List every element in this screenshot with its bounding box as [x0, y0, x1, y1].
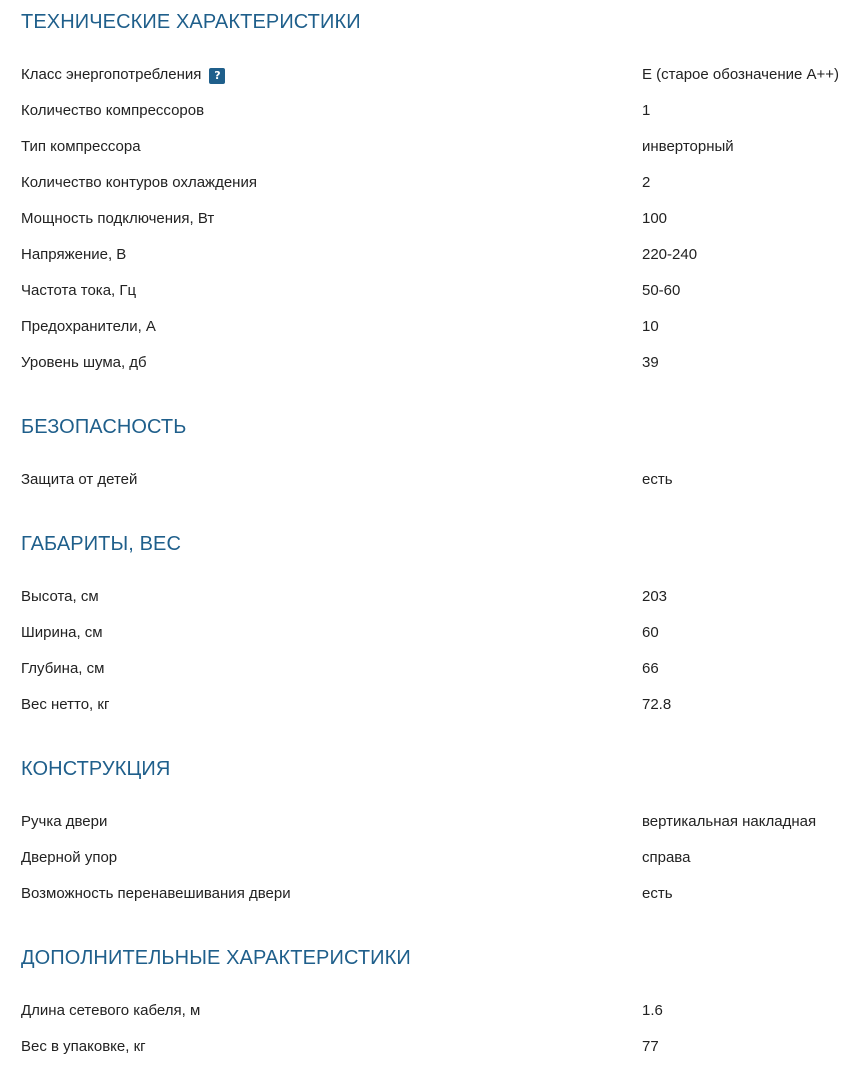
spec-row [21, 996, 853, 1020]
spec-name: Глубина, см [21, 660, 110, 678]
spec-value: 10 [642, 318, 659, 335]
spec-row [21, 1032, 853, 1056]
spec-name: Уровень шума, дб [21, 354, 153, 372]
spec-value: 39 [642, 354, 659, 371]
spec-name: Напряжение, В [21, 246, 132, 264]
spec-row [21, 276, 853, 300]
spec-name: Класс энергопотребления [21, 66, 202, 83]
spec-value: 2 [642, 174, 651, 191]
spec-value: вертикальная накладная [642, 813, 817, 830]
spec-name: Предохранители, А [21, 318, 162, 336]
spec-row [21, 654, 853, 678]
spec-value: 1.6 [642, 1002, 663, 1019]
spec-row [21, 879, 853, 903]
spec-row [21, 132, 853, 156]
spec-value: есть [642, 471, 673, 488]
spec-row [21, 312, 853, 336]
spec-row [21, 204, 853, 228]
section-title-safety: БЕЗОПАСНОСТЬ [21, 416, 187, 438]
spec-value: 50-60 [642, 282, 681, 299]
spec-value: справа [642, 849, 691, 866]
spec-row [21, 168, 853, 192]
spec-row [21, 843, 853, 867]
spec-value: 1 [642, 102, 651, 119]
spec-row [21, 60, 853, 84]
spec-row [21, 96, 853, 120]
section-title-additional: ДОПОЛНИТЕЛЬНЫЕ ХАРАКТЕРИСТИКИ [21, 947, 411, 969]
spec-value: 66 [642, 660, 659, 677]
spec-value: инверторный [642, 138, 734, 155]
spec-value: 203 [642, 588, 668, 605]
spec-name: Ширина, см [21, 624, 109, 642]
spec-row [21, 618, 853, 642]
spec-value: 100 [642, 210, 668, 227]
spec-name: Мощность подключения, Вт [21, 210, 220, 228]
spec-name: Тип компрессора [21, 138, 147, 156]
spec-row [21, 690, 853, 714]
spec-value: E (старое обозначение A++) [642, 66, 840, 83]
spec-name: Частота тока, Гц [21, 282, 142, 300]
spec-row [21, 807, 853, 831]
spec-row [21, 348, 853, 372]
spec-name: Длина сетевого кабеля, м [21, 1002, 206, 1020]
spec-name: Защита от детей [21, 471, 143, 489]
spec-value: 60 [642, 624, 659, 641]
spec-row [21, 465, 853, 489]
spec-value: есть [642, 885, 673, 902]
spec-value: 220-240 [642, 246, 698, 263]
section-title-construction: КОНСТРУКЦИЯ [21, 758, 171, 780]
spec-name: Высота, см [21, 588, 105, 606]
spec-value: 77 [642, 1038, 659, 1055]
section-title-technical: ТЕХНИЧЕСКИЕ ХАРАКТЕРИСТИКИ [21, 11, 361, 33]
spec-name: Ручка двери [21, 813, 113, 831]
spec-row [21, 582, 853, 606]
spec-name: Дверной упор [21, 849, 123, 867]
spec-value: 72.8 [642, 696, 672, 713]
spec-name: Вес в упаковке, кг [21, 1038, 152, 1056]
section-title-dimensions: ГАБАРИТЫ, ВЕС [21, 533, 182, 555]
spec-name: Вес нетто, кг [21, 696, 115, 714]
spec-name: Возможность перенавешивания двери [21, 885, 297, 903]
help-icon[interactable]: ? [209, 68, 225, 84]
spec-name: Количество компрессоров [21, 102, 210, 120]
spec-name: Количество контуров охлаждения [21, 174, 263, 192]
spec-row [21, 240, 853, 264]
